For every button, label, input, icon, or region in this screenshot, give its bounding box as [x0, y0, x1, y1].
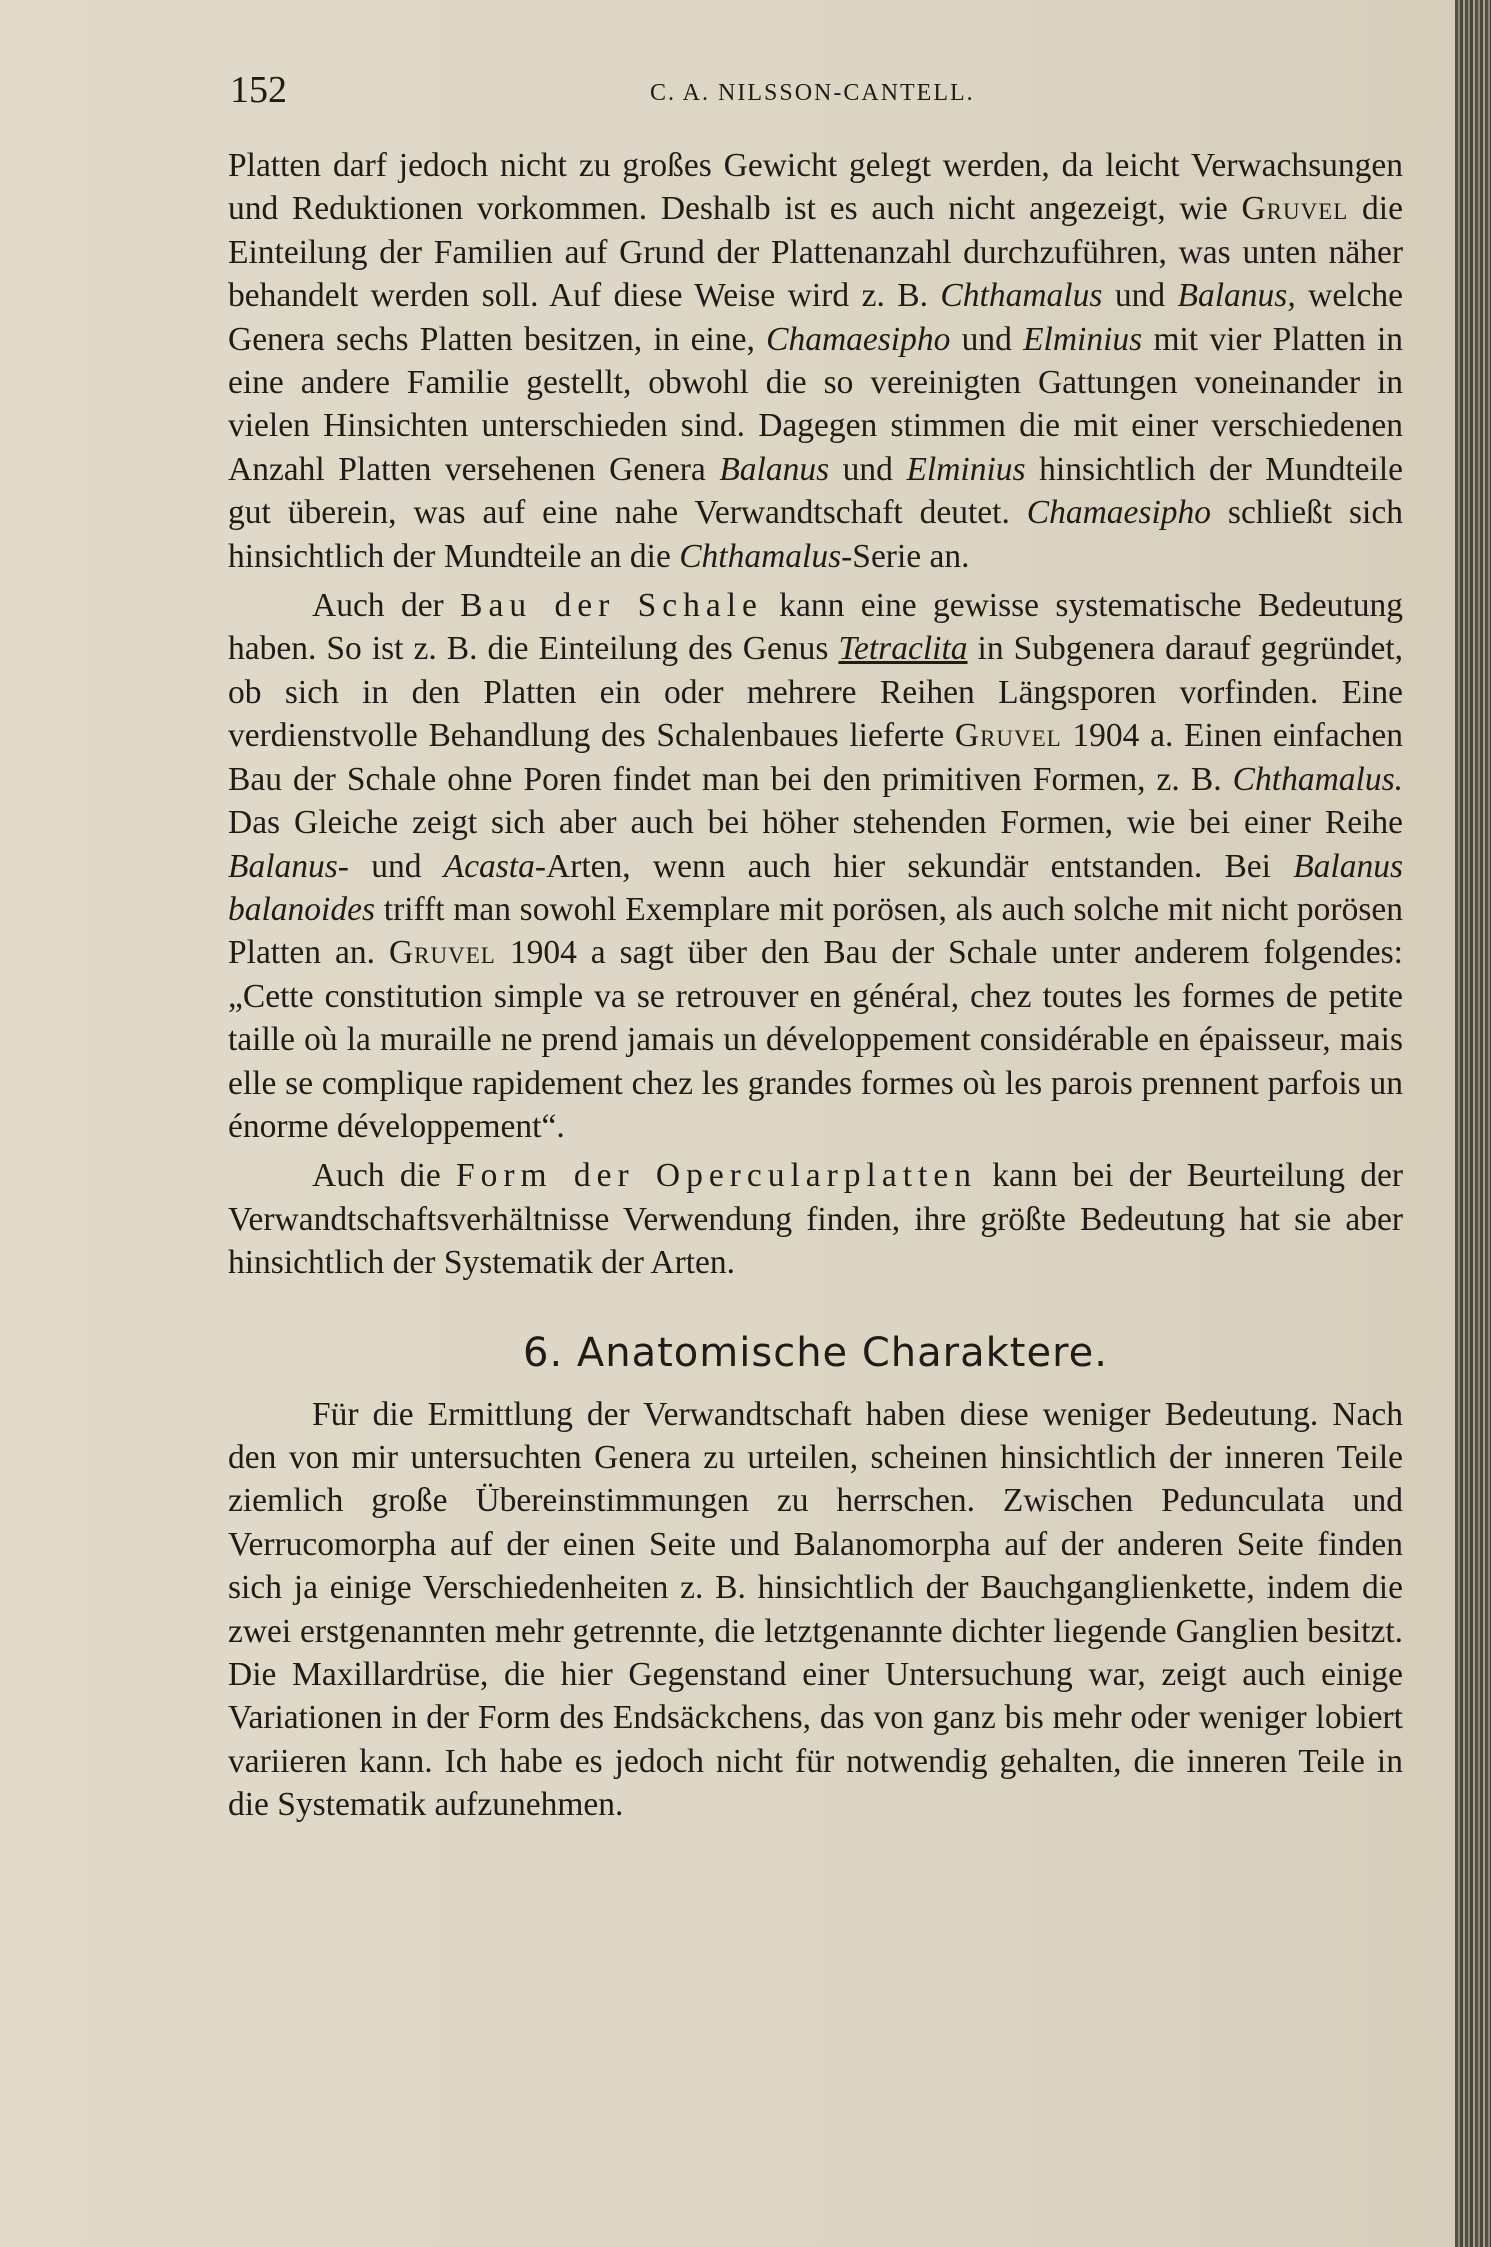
text: 1904 a. Einen einfachen Bau der Schale ohne Poren findet man bei den primitiven Formen, z. B. [228, 717, 1404, 798]
text: Das Gleiche zeigt sich aber auch bei höher stehenden Formen, wie bei einer Reihe [228, 804, 1403, 842]
text: Platten darf jedoch nicht zu großes Gewicht gelegt werden, da leicht Verwachsungen und Reduktionen vorkommen. Deshalb ist es auch nicht angezeigt, wie [228, 147, 1403, 228]
running-head: C. A. NILSSON-CANTELL. [650, 80, 975, 106]
text: und [348, 847, 444, 885]
book-edge [1455, 0, 1491, 2247]
section-heading: 6. Anatomische Charaktere. [523, 1329, 1108, 1376]
taxon-name: Chthamalus [679, 537, 842, 575]
text: Auch die [312, 1157, 456, 1195]
taxon-name: Acasta [443, 847, 535, 885]
text: und [1102, 277, 1178, 315]
taxon-name: Chamaesipho [766, 320, 951, 358]
paragraph-2 [228, 584, 1403, 1148]
text: schließt sich hinsichtlich der Mundteile an die [228, 494, 1403, 575]
text: Auch der [312, 587, 461, 625]
text: kann bei der Beurteilung der Verwandtschaftsverhältnisse Verwendung finden, ihre größte Bedeutung hat sie aber hinsichtlich der Systematik der Arten. [228, 1157, 1403, 1282]
taxon-name: Tetraclita [838, 630, 968, 668]
taxon-name: Chthamalus [940, 277, 1103, 315]
text: kann eine gewisse systematische Bedeutung haben. So ist z. B. die Einteilung des Genus [228, 587, 1403, 668]
taxon-name: Balanus balanoides [228, 847, 1403, 928]
taxon-name: Balanus, [1177, 277, 1296, 315]
taxon-name: Elminius [906, 450, 1026, 488]
page-header [230, 68, 1400, 128]
spaced-term: Bau der Schale [460, 587, 763, 625]
body-text [228, 144, 1403, 1827]
text: und [950, 320, 1024, 358]
text: -Serie an. [841, 537, 970, 575]
taxon-name: Balanus- [228, 847, 349, 885]
paragraph-1 [228, 144, 1403, 578]
author-name: Gruvel [954, 717, 1062, 755]
text: und [829, 450, 907, 488]
author-name: Gruvel [1241, 190, 1349, 228]
paragraph-4: Für die Ermittlung der Verwandtschaft haben diese weniger Bedeutung. Nach den von mir untersuchten Genera zu urteilen, scheinen hinsichtlich der inneren Teile ziemlich große Übereinstimmungen zu herrschen. Zwischen Pedunculata und Verrucomorpha auf der einen Seite und Balanomorpha auf der anderen Seite finden sich ja einige Verschiedenheiten z. B. hinsichtlich der Bauchganglienkette, indem die zwei erstgenannten mehr getrennte, die letztgenannte dichter liegende Ganglien besitzt. Die Maxillardrüse, die hier Gegenstand einer Untersuchung war, zeigt auch einige Variationen in der Form des Endsäckchens, das von ganz bis mehr oder weniger lobiert variieren kann. Ich habe es jedoch nicht für notwendig gehalten, die inneren Teile in die Systematik aufzunehmen. [228, 1395, 1403, 1824]
text: 1904 a sagt über den Bau der Schale unter anderem folgendes: „Cette constitution simple va se retrouver en général, chez toutes les formes de petite taille où la muraille ne prend jamais un développement considérable en épaisseur, mais elle se complique rapidement chez les grandes formes où les parois prennent parfois un énorme développement“. [228, 934, 1403, 1145]
text: die Einteilung der Familien auf Grund der Plattenanzahl durchzuführen, was unten näher behandelt werden soll. Auf diese Weise wird z. B. [228, 190, 1403, 315]
author-name: Gruvel [388, 934, 496, 972]
text: mit vier Platten in eine andere Familie gestellt, obwohl die so vereinigten Gattungen voneinander in vielen Hinsichten unterschieden sind. Dagegen stimmen die mit einer verschiedenen Anzahl Platten versehenen Genera [228, 320, 1404, 488]
taxon-name: Chamaesipho [1026, 494, 1212, 532]
text: trifft man sowohl Exemplare mit porösen, als auch solche mit nicht porösen Platten an. [228, 890, 1403, 972]
taxon-name: Balanus [719, 450, 830, 488]
text: hinsichtlich der Mundteile gut überein, was auf eine nahe Verwandtschaft deutet. [228, 450, 1403, 532]
text: welche Genera sechs Platten besitzen, in eine, [228, 277, 1404, 358]
page-number: 152 [230, 69, 287, 111]
spaced-term: Form der Opercularplatten [456, 1157, 977, 1195]
paragraph-3 [228, 1154, 1403, 1284]
taxon-name: Elminius [1023, 320, 1143, 358]
text: in Subgenera darauf gegründet, ob sich in den Platten ein oder mehrere Reihen Längsporen vorfinden. Eine verdienstvolle Behandlung des Schalenbaues lieferte [228, 630, 1403, 755]
taxon-name: Chthamalus. [1232, 760, 1403, 798]
text: -Arten, wenn auch hier sekundär entstanden. Bei [534, 847, 1294, 885]
